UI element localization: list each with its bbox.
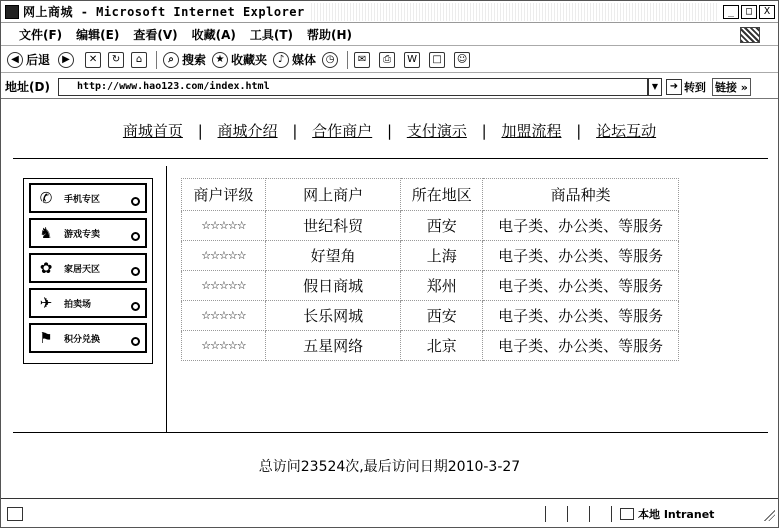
back-label: 后退 (26, 53, 51, 67)
address-input[interactable]: http://www.hao123.com/index.html (58, 78, 648, 96)
merchant-region: 上海 (401, 241, 483, 271)
security-zone (611, 506, 761, 522)
sidebar-item-label: 拍卖场 (64, 299, 92, 310)
home-icon[interactable]: ⌂ (131, 52, 147, 68)
history-icon[interactable]: ◷ (322, 52, 338, 68)
merchant-table (181, 178, 679, 361)
search-button[interactable] (163, 51, 206, 68)
nav-link-payment-demo[interactable]: 支付演示 (406, 122, 467, 140)
top-navigation (1, 120, 778, 141)
page-icon (7, 507, 23, 521)
category-sidebar (23, 178, 153, 364)
nav-link-partners[interactable]: 合作商户 (312, 122, 373, 140)
merchant-region: 北京 (401, 331, 483, 361)
menu-file[interactable]: 文件(F) (19, 28, 63, 42)
rating-stars: ☆☆☆☆☆ (182, 331, 266, 361)
intranet-icon (620, 508, 634, 520)
nav-link-forum[interactable]: 论坛互动 (596, 122, 657, 140)
sidebar-item-label: 游戏专卖 (64, 229, 101, 240)
search-icon: ⌕ (163, 52, 179, 68)
home-goods-icon: ✿ (39, 259, 53, 277)
mail-icon[interactable]: ✉ (354, 52, 370, 68)
nav-separator: | (197, 122, 203, 140)
header-merchant: 网上商户 (265, 179, 400, 211)
sidebar-item-phones[interactable] (29, 183, 147, 213)
toolbar-separator (156, 51, 157, 69)
print-icon[interactable]: ⎙ (379, 52, 395, 68)
media-label: 媒体 (292, 53, 317, 67)
merchant-category: 电子类、办公类、等服务 (483, 271, 679, 301)
bullet-icon (131, 232, 140, 241)
table-row (182, 211, 679, 241)
menu-help[interactable]: 帮助(H) (307, 28, 353, 42)
points-icon: ⚑ (39, 329, 53, 347)
go-arrow-icon: ➜ (666, 79, 682, 95)
merchant-name: 假日商城 (265, 271, 400, 301)
table-header-row (182, 179, 679, 211)
rating-stars: ☆☆☆☆☆ (182, 271, 266, 301)
status-cell (567, 506, 589, 522)
toolbar (1, 47, 778, 73)
sidebar-divider (166, 166, 167, 432)
gamepad-icon: ♞ (39, 224, 53, 242)
address-bar (1, 75, 778, 99)
table-row (182, 241, 679, 271)
merchant-name: 好望角 (265, 241, 400, 271)
media-icon: ♪ (273, 52, 289, 68)
merchant-name: 长乐网城 (265, 301, 400, 331)
sidebar-item-auction[interactable] (29, 288, 147, 318)
nav-separator: | (481, 122, 487, 140)
minimize-button[interactable]: _ (723, 5, 739, 19)
merchant-name: 世纪科贸 (265, 211, 400, 241)
stop-icon[interactable]: ✕ (85, 52, 101, 68)
sidebar-item-label: 手机专区 (64, 194, 101, 205)
menu-favorites[interactable]: 收藏(A) (191, 28, 236, 42)
favorites-label: 收藏夹 (231, 53, 268, 67)
zone-label: 本地 Intranet (638, 507, 715, 521)
discuss-icon[interactable]: □ (429, 52, 445, 68)
sidebar-item-points[interactable] (29, 323, 147, 353)
bullet-icon (131, 302, 140, 311)
menu-view[interactable]: 查看(V) (133, 28, 178, 42)
status-cell (545, 506, 567, 522)
nav-link-home[interactable]: 商城首页 (122, 122, 183, 140)
title-bar-fill (311, 3, 717, 21)
menu-tools[interactable]: 工具(T) (249, 28, 294, 42)
merchant-name: 五星网络 (265, 331, 400, 361)
nav-separator: | (292, 122, 298, 140)
edit-icon[interactable]: W (404, 52, 420, 68)
address-label: 地址(D) (5, 80, 50, 94)
page-content (1, 100, 778, 496)
merchant-category: 电子类、办公类、等服务 (483, 241, 679, 271)
merchant-region: 郑州 (401, 271, 483, 301)
windows-flag-icon (740, 27, 760, 43)
merchant-category: 电子类、办公类、等服务 (483, 331, 679, 361)
phone-icon: ✆ (39, 189, 53, 207)
bullet-icon (131, 197, 140, 206)
header-region: 所在地区 (401, 179, 483, 211)
maximize-button[interactable]: □ (741, 5, 757, 19)
resize-grip-icon[interactable] (761, 507, 775, 521)
header-category: 商品种类 (483, 179, 679, 211)
merchant-region: 西安 (401, 211, 483, 241)
auction-icon: ✈ (39, 294, 53, 312)
merchant-category: 电子类、办公类、等服务 (483, 301, 679, 331)
go-button[interactable] (666, 79, 706, 95)
merchant-category: 电子类、办公类、等服务 (483, 211, 679, 241)
window-controls (723, 5, 775, 19)
go-label: 转到 (683, 80, 706, 94)
menu-edit[interactable]: 编辑(E) (76, 28, 120, 42)
status-cell (589, 506, 611, 522)
nav-separator: | (576, 122, 582, 140)
rating-stars: ☆☆☆☆☆ (182, 241, 266, 271)
star-icon: ★ (212, 52, 228, 68)
table-row (182, 301, 679, 331)
close-button[interactable]: X (759, 5, 775, 19)
address-dropdown-arrow-icon[interactable]: ▼ (648, 78, 662, 96)
forward-arrow-icon[interactable]: ▶ (58, 52, 74, 68)
nav-link-about[interactable]: 商城介绍 (217, 122, 278, 140)
messenger-icon[interactable]: ☺ (454, 52, 470, 68)
table-row (182, 271, 679, 301)
nav-separator: | (386, 122, 393, 140)
toolbar-separator (347, 51, 348, 69)
bullet-icon (131, 267, 140, 276)
search-label: 搜索 (182, 53, 207, 67)
header-divider (13, 158, 768, 159)
window-title: 网上商城 - Microsoft Internet Explorer (23, 5, 305, 19)
media-button[interactable] (273, 51, 316, 68)
ie-logo-icon (5, 5, 19, 19)
back-arrow-icon: ◀ (7, 52, 23, 68)
merchant-region: 西安 (401, 301, 483, 331)
favorites-button[interactable] (212, 51, 267, 68)
refresh-icon[interactable]: ↻ (108, 52, 124, 68)
rating-stars: ☆☆☆☆☆ (182, 211, 266, 241)
title-bar[interactable] (1, 1, 778, 23)
links-button[interactable]: 链接 » (712, 78, 751, 96)
header-rating: 商户评级 (182, 179, 266, 211)
nav-link-join-process[interactable]: 加盟流程 (501, 122, 562, 140)
table-row (182, 331, 679, 361)
sidebar-item-label: 积分兑换 (64, 334, 101, 345)
sidebar-item-games[interactable] (29, 218, 147, 248)
back-button[interactable] (7, 51, 50, 68)
menu-bar (1, 24, 778, 46)
sidebar-item-home[interactable] (29, 253, 147, 283)
visit-counter: 总访问23524次,最后访问日期2010-3-27 (258, 459, 521, 475)
bullet-icon (131, 337, 140, 346)
sidebar-item-label: 家居天区 (64, 264, 101, 275)
footer-divider (13, 432, 768, 433)
rating-stars: ☆☆☆☆☆ (182, 301, 266, 331)
status-bar (1, 498, 778, 528)
